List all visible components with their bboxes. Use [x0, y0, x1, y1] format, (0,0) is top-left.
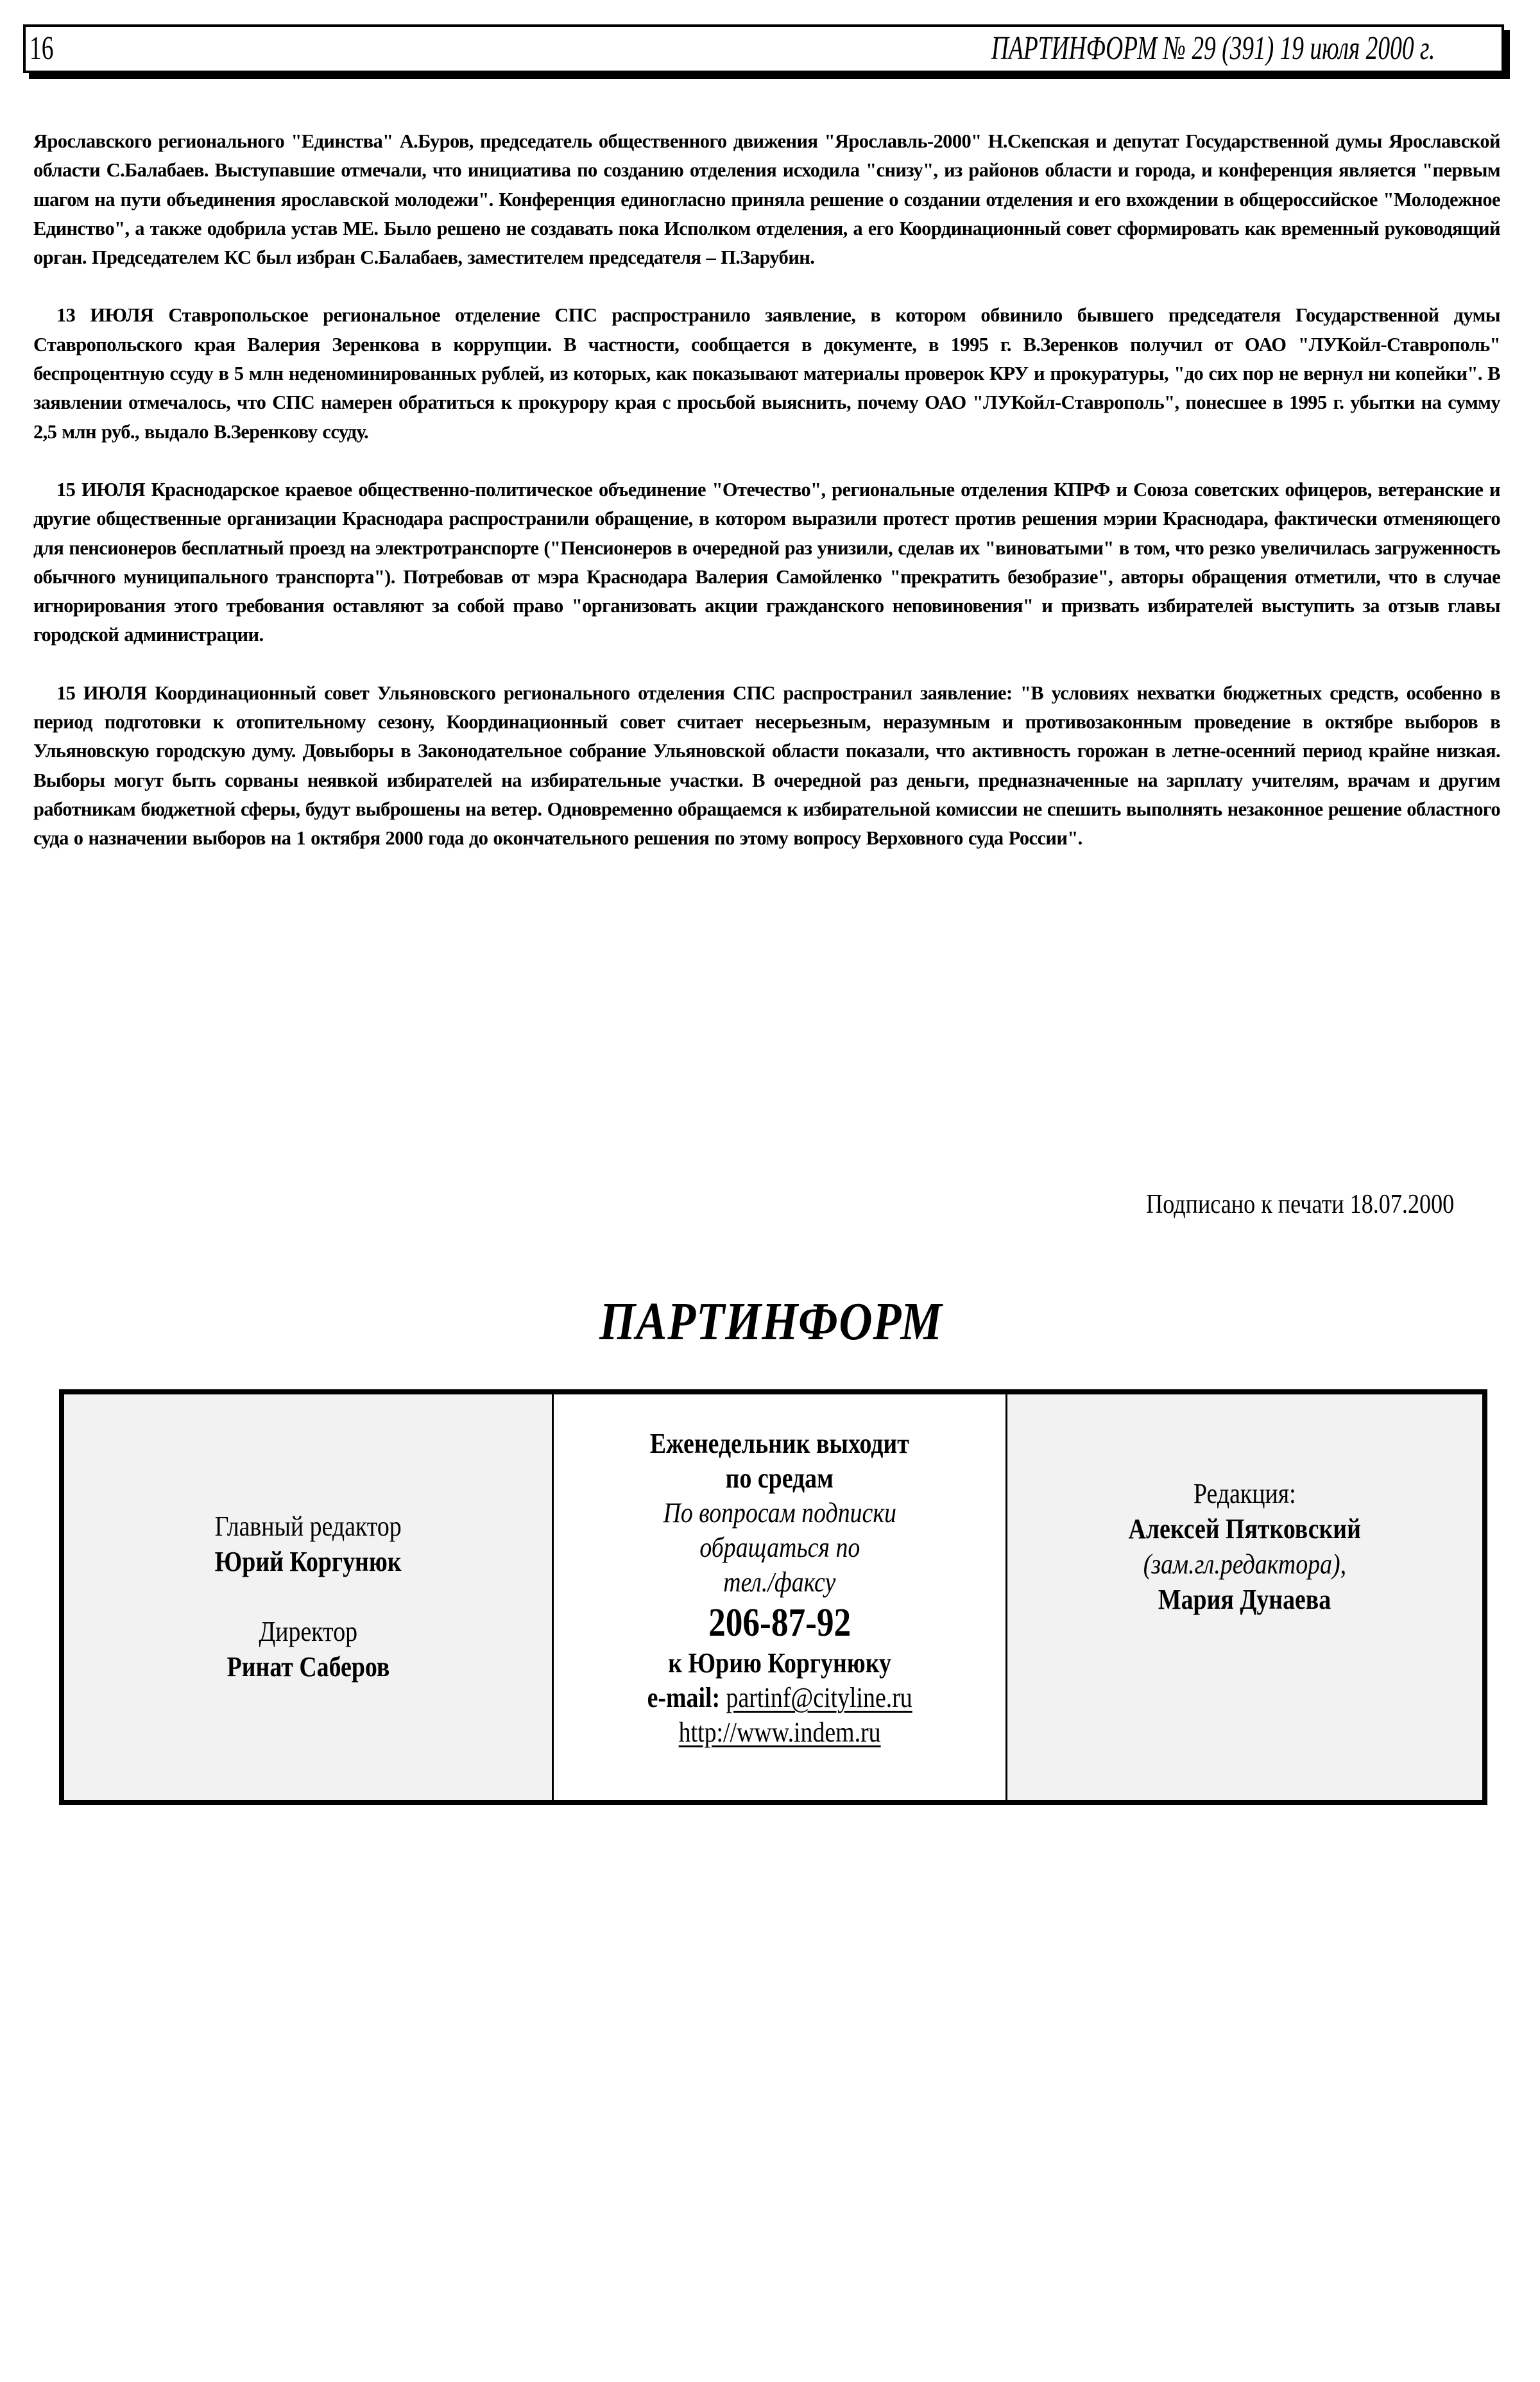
email-line	[647, 1681, 912, 1715]
email-link[interactable]: partinf@cityline.ru	[726, 1682, 912, 1713]
editorial-label: Редакция:	[1194, 1478, 1296, 1509]
editor-in-chief-label: Главный редактор	[214, 1511, 402, 1542]
article-paragraph-stavropol: 13 ИЮЛЯ Ставропольское региональное отделение СПС распространило заявление, в котором обвинило бывшего председателя Государственной думы Ставропольского края Валерия Зеренкова в коррупции. В частности, сообщается в документе, в 1995 г. В.Зеренков получил от ОАО "ЛУКойл-Ставрополь" беспроцентную ссуду в 5 млн неденоминированных рублей, из которых, как показывают материалы проверок КРУ и прокуратуры, "до сих пор не вернул ни копейки". В заявлении отмечалось, что СПС намерен обратиться к прокурору края с просьбой выяснить, почему ОАО "ЛУКойл-Ставрополь", понесшее в 1995 г. убытки на сумму 2,5 млн руб., выдало В.Зеренкову ссуду.	[33, 304, 1500, 443]
deputy-editor-note: (зам.гл.редактора),	[1143, 1548, 1347, 1580]
website-line	[679, 1715, 881, 1750]
director-name: Ринат Саберов	[227, 1651, 389, 1683]
imprint-cell-leadership	[64, 1394, 554, 1800]
signed-to-print: Подписано к печати 18.07.2000	[1145, 1190, 1454, 1219]
deputy-editor-name: Алексей Пятковский	[1128, 1513, 1362, 1545]
publication-schedule-line-2: по средам	[725, 1462, 834, 1494]
publication-schedule-line-1: Еженедельник выходит	[650, 1428, 909, 1459]
website-link[interactable]: http://www.indem.ru	[678, 1717, 881, 1748]
imprint-table	[59, 1389, 1487, 1805]
imprint-cell-contacts	[554, 1394, 1007, 1800]
running-header	[23, 24, 1504, 73]
article-body	[33, 127, 1500, 882]
email-label: e-mail:	[647, 1682, 720, 1713]
editor-in-chief-name: Юрий Коргунюк	[214, 1546, 402, 1577]
article-paragraph-continuation: Ярославского регионального "Единства" А.Буров, председатель общественного движения "Ярославль-2000" Н.Скепская и депутат Государственной думы Ярославской области С.Балабаев. Выступавшие отмечали, что инициатива по созданию отделения исходила "снизу", из районов области и города, и конференция является "первым шагом на пути объединения ярославской молодежи". Конференция единогласно приняла решение о создании отделения и его вхождении в общероссийское "Молодежное Единство", а также одобрила устав МЕ. Было решено не создавать пока Исполком отделения, а его Координационный совет сформировать как временный руководящий орган. Председателем КС был избран С.Балабаев, заместителем председателя – П.Зарубин.	[33, 130, 1500, 269]
imprint-cell-editorial	[1007, 1394, 1482, 1800]
issue-title: ПАРТИНФОРМ № 29 (391) 19 июля 2000 г.	[991, 30, 1435, 67]
article-paragraph-ulyanovsk: 15 ИЮЛЯ Координационный совет Ульяновского регионального отделения СПС распространил заявление: "В условиях нехватки бюджетных средств, особенно в период подготовки к отопительному сезону, Координационный совет считает несерьезным, неразумным и противозаконным проведение в октябре выборов в Ульяновскую городскую думу. Довыборы в Законодательное собрание Ульяновской области показали, что активность горожан в летне-осенний период крайне низкая. Выборы могут быть сорваны неявкой избирателей на избирательные участки. В очередной раз деньги, предназначенные на зарплату учителям, врачам и другим работникам бюджетной сферы, будут выброшены на ветер. Одновременно обращаемся к избирательной комиссии не спешить выполнять незаконное решение областного суда о назначении выборов на 1 октября 2000 года до окончательного решения по этому вопросу Верховного суда России".	[33, 681, 1500, 850]
contact-person: к Юрию Коргунюку	[668, 1647, 891, 1679]
editor-name: Мария Дунаева	[1158, 1584, 1331, 1615]
phone-number: 206-87-92	[708, 1601, 851, 1645]
director-label: Директор	[259, 1616, 357, 1647]
article-paragraph-krasnodar: 15 ИЮЛЯ Краснодарское краевое общественно-политическое объединение "Отечество", региональные отделения КПРФ и Союза советских офицеров, ветеранские и другие общественные организации Краснодара распространили обращение, в котором выразили протест против решения мэрии Краснодара, фактически отменяющего для пенсионеров бесплатный проезд на электротранспорте ("Пенсионеров в очередной раз унизили, сделав их "виноватыми" в том, что резко увеличилась загруженность обычного муниципального транспорта"). Потребовав от мэра Краснодара Валерия Самойленко "прекратить безобразие", авторы обращения отметили, что в случае игнорирования этого требования оставляют за собой право "организовать акции гражданского неповиновения" и призвать избирателей выступить за отзыв главы городской администрации.	[33, 478, 1500, 646]
subscription-note-line-3: тел./факсу	[723, 1566, 836, 1598]
subscription-note-line-1: По вопросам подписки	[663, 1497, 896, 1529]
page-number: 16	[30, 30, 54, 67]
subscription-note-line-2: обращаться по	[699, 1532, 860, 1563]
masthead-title: ПАРТИНФОРМ	[599, 1292, 943, 1351]
